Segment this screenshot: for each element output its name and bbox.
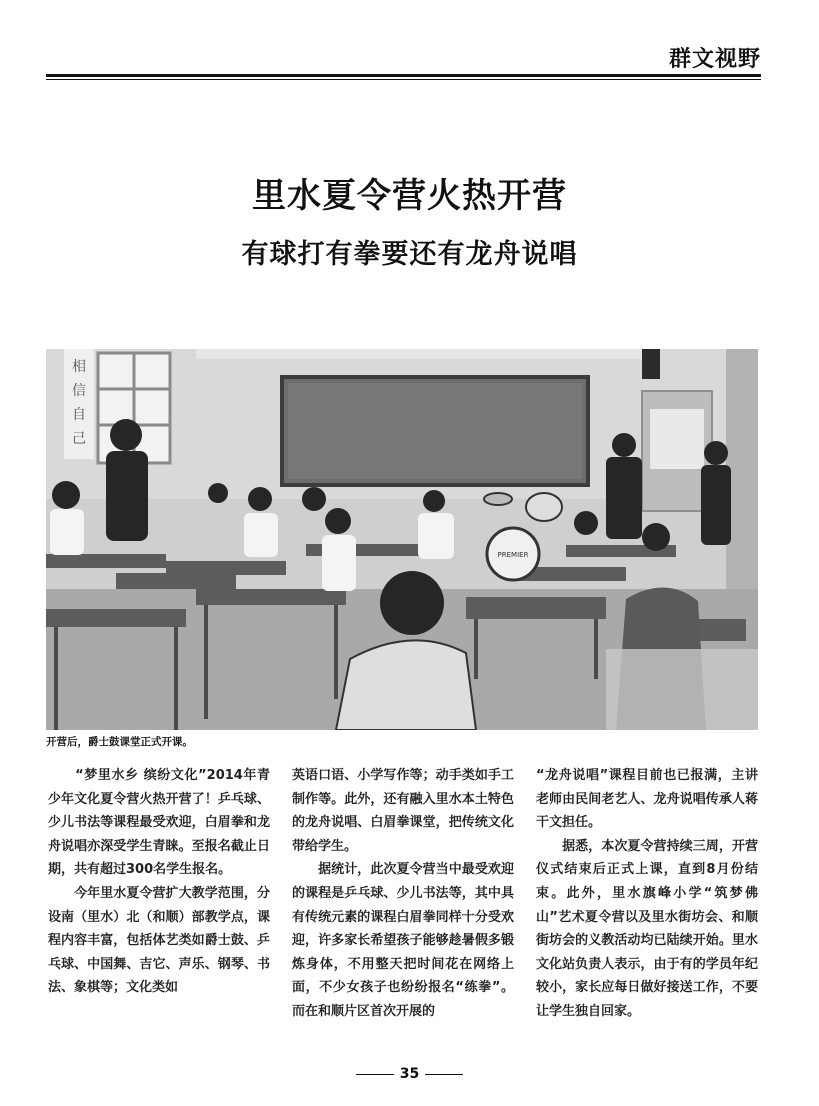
paragraph: “龙舟说唱”课程目前也已报满，主讲老师由民间老艺人、龙舟说唱传承人蒋干文担任。 <box>536 768 758 831</box>
footer-dash-right <box>425 1074 463 1075</box>
banner-char-3: 自 <box>72 407 86 423</box>
photo-caption: 开营后，爵士鼓课堂正式开课。 <box>46 736 193 748</box>
paragraph: 据悉，本次夏令营持续三周，开营仪式结束后正式上课，直到8月份结束。此外，里水旗峰小学“筑梦佛山”艺术夏令营以及里水街坊会、和顺街坊会的义教活动均已陆续开始。里水文化站负责人表示，由于有的学员年纪较小，家长应每日做好接送工作，不要让学生独自回家。 <box>536 838 758 1019</box>
page-number: 35 <box>399 1066 420 1082</box>
banner-char-2: 信 <box>72 383 86 399</box>
article-title: 里水夏令营火热开营 <box>252 176 567 216</box>
footer-dash-left <box>356 1074 394 1075</box>
section-title: 群文视野 <box>668 47 761 72</box>
paragraph: 今年里水夏令营扩大教学范围，分设南（里水）北（和顺）部教学点，课程内容丰富，包括体艺类如爵士鼓、乒乓球、中国舞、吉它、声乐、钢琴、书法、象棋等；文化类如 <box>48 885 270 996</box>
article-column-1 <box>48 764 270 1000</box>
banner-char-4: 己 <box>72 431 86 447</box>
article-subtitle: 有球打有拳要还有龙舟说唱 <box>241 239 578 270</box>
paragraph: 据统计，此次夏令营当中最受欢迎的课程是乒乓球、少儿书法等，其中具有传统元素的课程白眉拳同样十分受欢迎，许多家长希望孩子能够趁暑假多锻炼身体，不用整天把时间花在网络上面，不少女孩子也纷纷报名“练拳”。而在和顺片区首次开展的 <box>292 862 514 1019</box>
paragraph: “梦里水乡 缤纷文化”2014年青少年文化夏令营火热开营了！乒乓球、少儿书法等课程最受欢迎，白眉拳和龙舟说唱亦深受学生青睐。至报名截止日期，共有超过300名学生报名。 <box>48 768 270 878</box>
article-column-3 <box>536 764 758 1024</box>
header-rule-thin <box>46 79 761 80</box>
article-column-2 <box>292 764 514 1024</box>
banner-char-1: 相 <box>72 359 86 375</box>
page-footer <box>0 1066 819 1082</box>
classroom-photo <box>46 349 758 730</box>
header-rule <box>46 74 761 77</box>
drum-label: PREMIER <box>497 551 529 559</box>
paragraph: 英语口语、小学写作等；动手类如手工制作等。此外，还有融入里水本土特色的龙舟说唱、白眉拳课堂，把传统文化带给学生。 <box>292 768 514 854</box>
